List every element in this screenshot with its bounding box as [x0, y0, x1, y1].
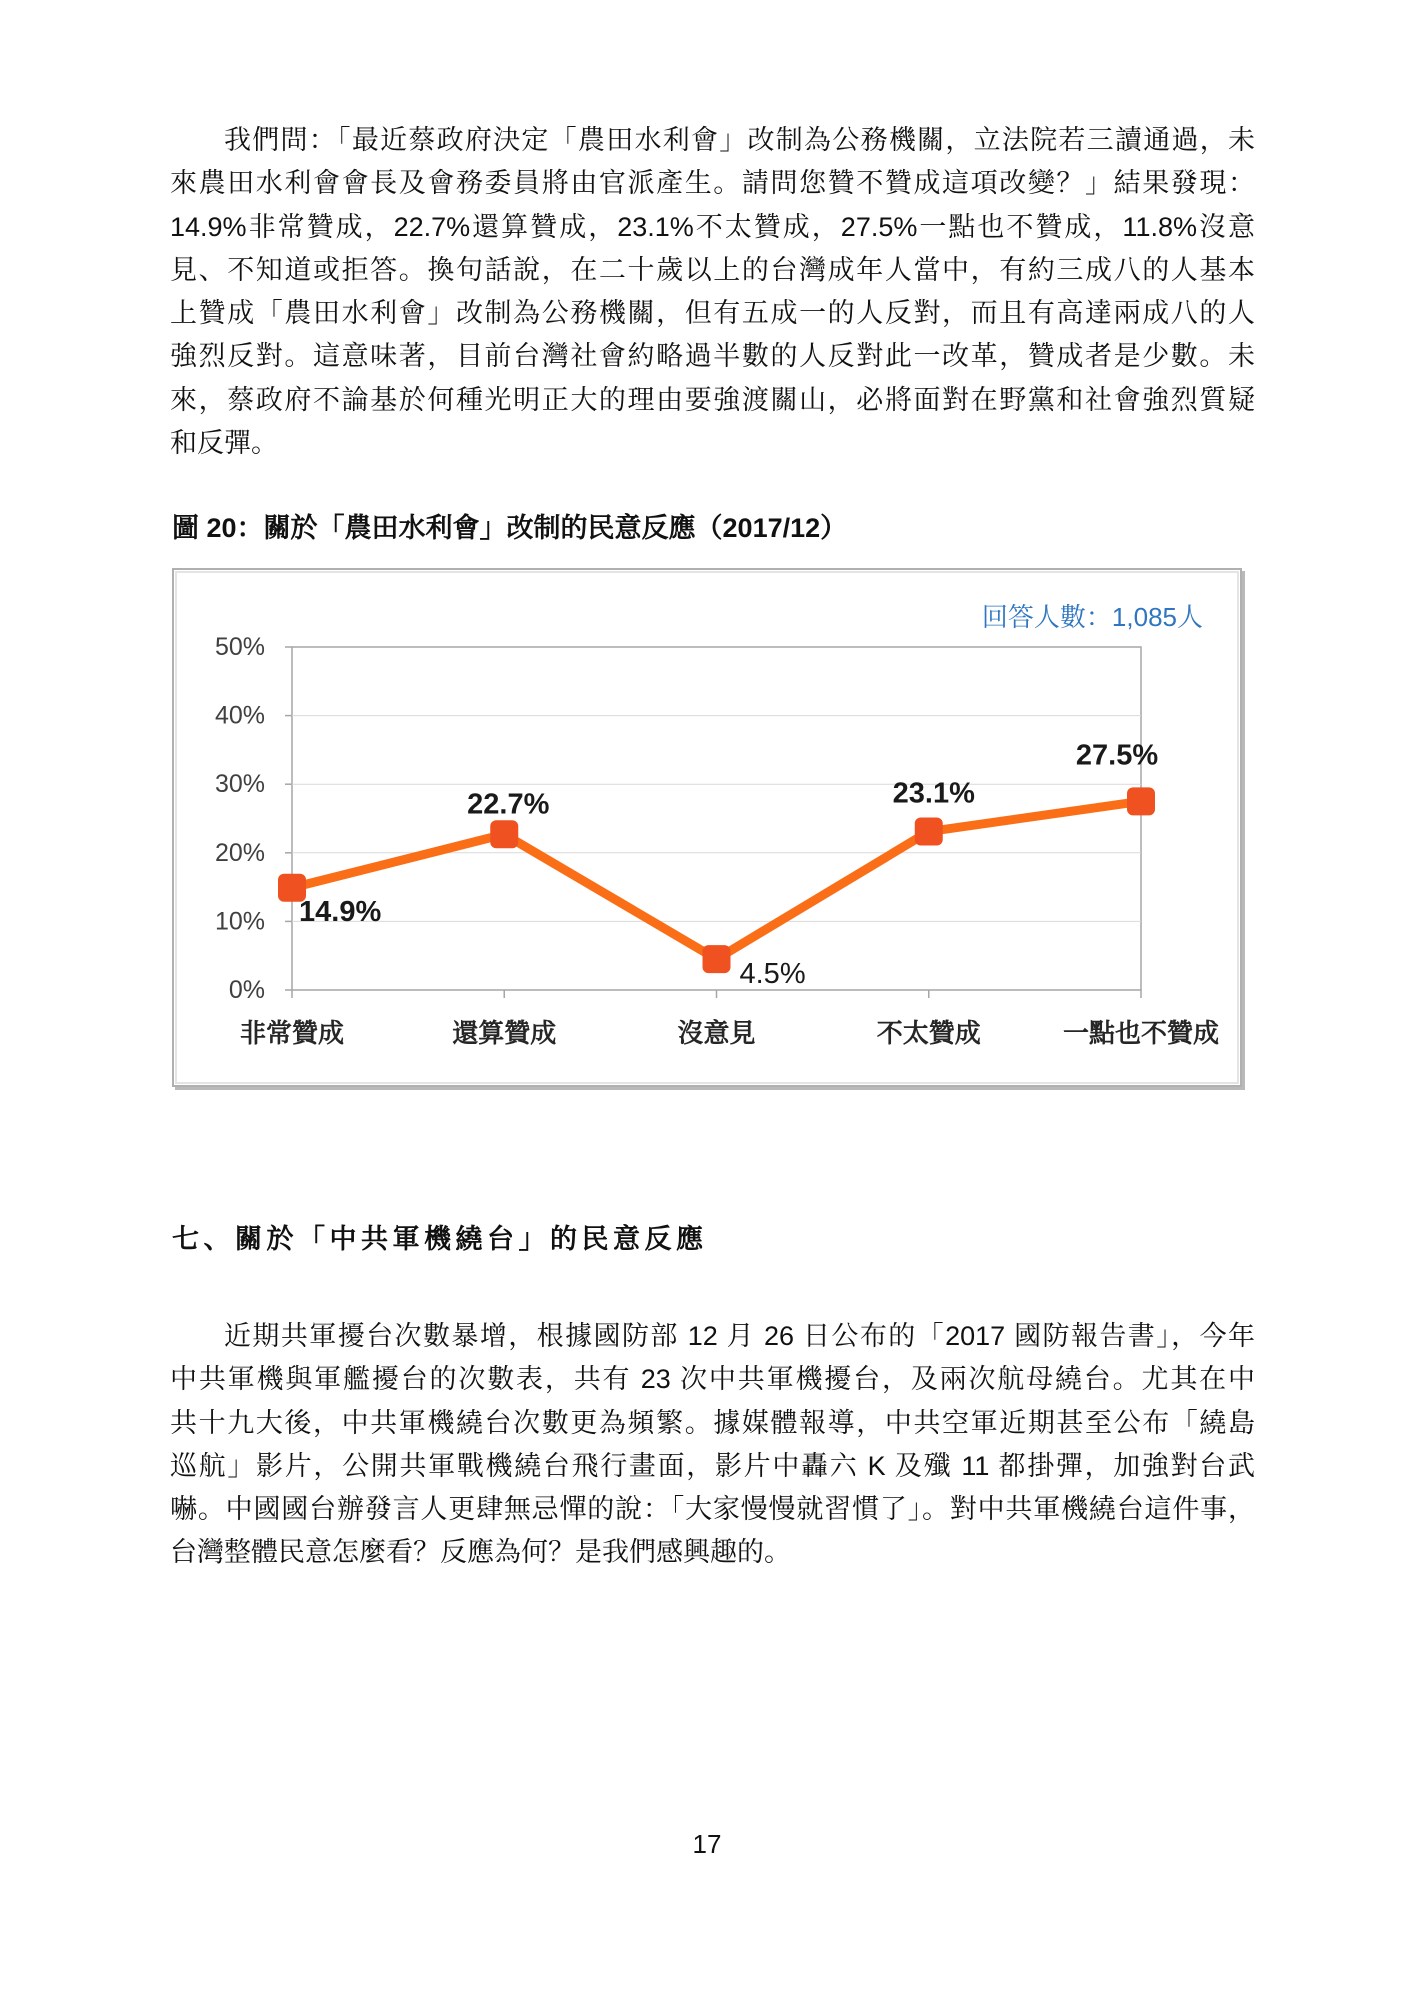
section-heading: 七、關於「中共軍機繞台」的民意反應: [172, 1224, 708, 1255]
paragraph-line: 近期共軍擾台次數暴增，根據國防部 12 月 26 日公布的「2017 國防報告書」，今年: [224, 1321, 1255, 1351]
category-label: 一點也不贊成: [1062, 1018, 1220, 1048]
paragraph-line: 巡航」影片，公開共軍戰機繞台飛行畫面，影片中轟六 K 及殲 11 都掛彈，加強對台武: [170, 1450, 1255, 1481]
paragraph-line: 嚇。中國國台辦發言人更肆無忌憚的說：「大家慢慢就習慣了」。對中共軍機繞台這件事，: [170, 1494, 1255, 1525]
data-point-marker: [1127, 787, 1155, 815]
data-label: 22.7%: [467, 788, 550, 821]
y-tick-label: 20%: [214, 838, 265, 867]
page-number: 17: [692, 1829, 722, 1859]
body-paragraph-2: [170, 1315, 1255, 1575]
paragraph-line: 共十九大後，中共軍機繞台次數更為頻繁。據媒體報導，中共空軍近期甚至公布「繞島: [170, 1407, 1255, 1438]
line-chart: [172, 568, 1247, 1092]
data-label: 4.5%: [739, 958, 806, 991]
data-point-marker: [915, 818, 943, 846]
data-point-marker: [703, 945, 731, 973]
data-label: 27.5%: [1075, 739, 1159, 772]
chart-figure: [172, 568, 1247, 1092]
paragraph-line: 來農田水利會會長及會務委員將由官派產生。請問您贊不贊成這項改變？」結果發現：: [170, 168, 1255, 199]
paragraph-line: 中共軍機與軍艦擾台的次數表，共有 23 次中共軍機擾台，及兩次航母繞台。尤其在中: [170, 1364, 1255, 1395]
paragraph-line: 強烈反對。這意味著，目前台灣社會約略過半數的人反對此一改革，贊成者是少數。未: [170, 341, 1255, 372]
y-tick-label: 50%: [214, 633, 265, 661]
paragraph-line: 台灣整體民意怎麼看？反應為何？是我們感興趣的。: [170, 1537, 791, 1568]
data-label: 14.9%: [299, 895, 382, 928]
category-label: 還算贊成: [452, 1018, 557, 1048]
body-paragraph-1: [170, 119, 1255, 465]
respondent-count-annotation: 回答人數：1,085人: [981, 602, 1203, 632]
paragraph-line: 見、不知道或拒答。換句話說，在二十歲以上的台灣成年人當中，有約三成八的人基本: [170, 254, 1255, 285]
y-tick-label: 10%: [214, 907, 265, 936]
data-label: 23.1%: [892, 777, 975, 810]
paragraph-line: 和反彈。: [170, 428, 278, 459]
y-tick-label: 30%: [214, 770, 265, 799]
paragraph-line: 14.9%非常贊成，22.7%還算贊成，23.1%不太贊成，27.5%一點也不贊成，11.8%沒意: [170, 211, 1255, 242]
figure-caption: 圖 20：關於「農田水利會」改制的民意反應（2017/12）: [172, 513, 848, 543]
paragraph-line: 來，蔡政府不論基於何種光明正大的理由要強渡關山，必將面對在野黨和社會強烈質疑: [170, 384, 1255, 415]
category-label: 非常贊成: [239, 1018, 345, 1048]
category-label: 沒意見: [677, 1018, 756, 1048]
y-tick-label: 40%: [214, 701, 265, 730]
paragraph-line: 上贊成「農田水利會」改制為公務機關，但有五成一的人反對，而且有高達兩成八的人: [170, 298, 1255, 329]
data-point-marker: [490, 820, 518, 848]
category-label: 不太贊成: [876, 1018, 981, 1048]
paragraph-line: 我們問：「最近蔡政府決定「農田水利會」改制為公務機關，立法院若三讀通過，未: [224, 125, 1255, 155]
y-tick-label: 0%: [228, 976, 265, 1004]
